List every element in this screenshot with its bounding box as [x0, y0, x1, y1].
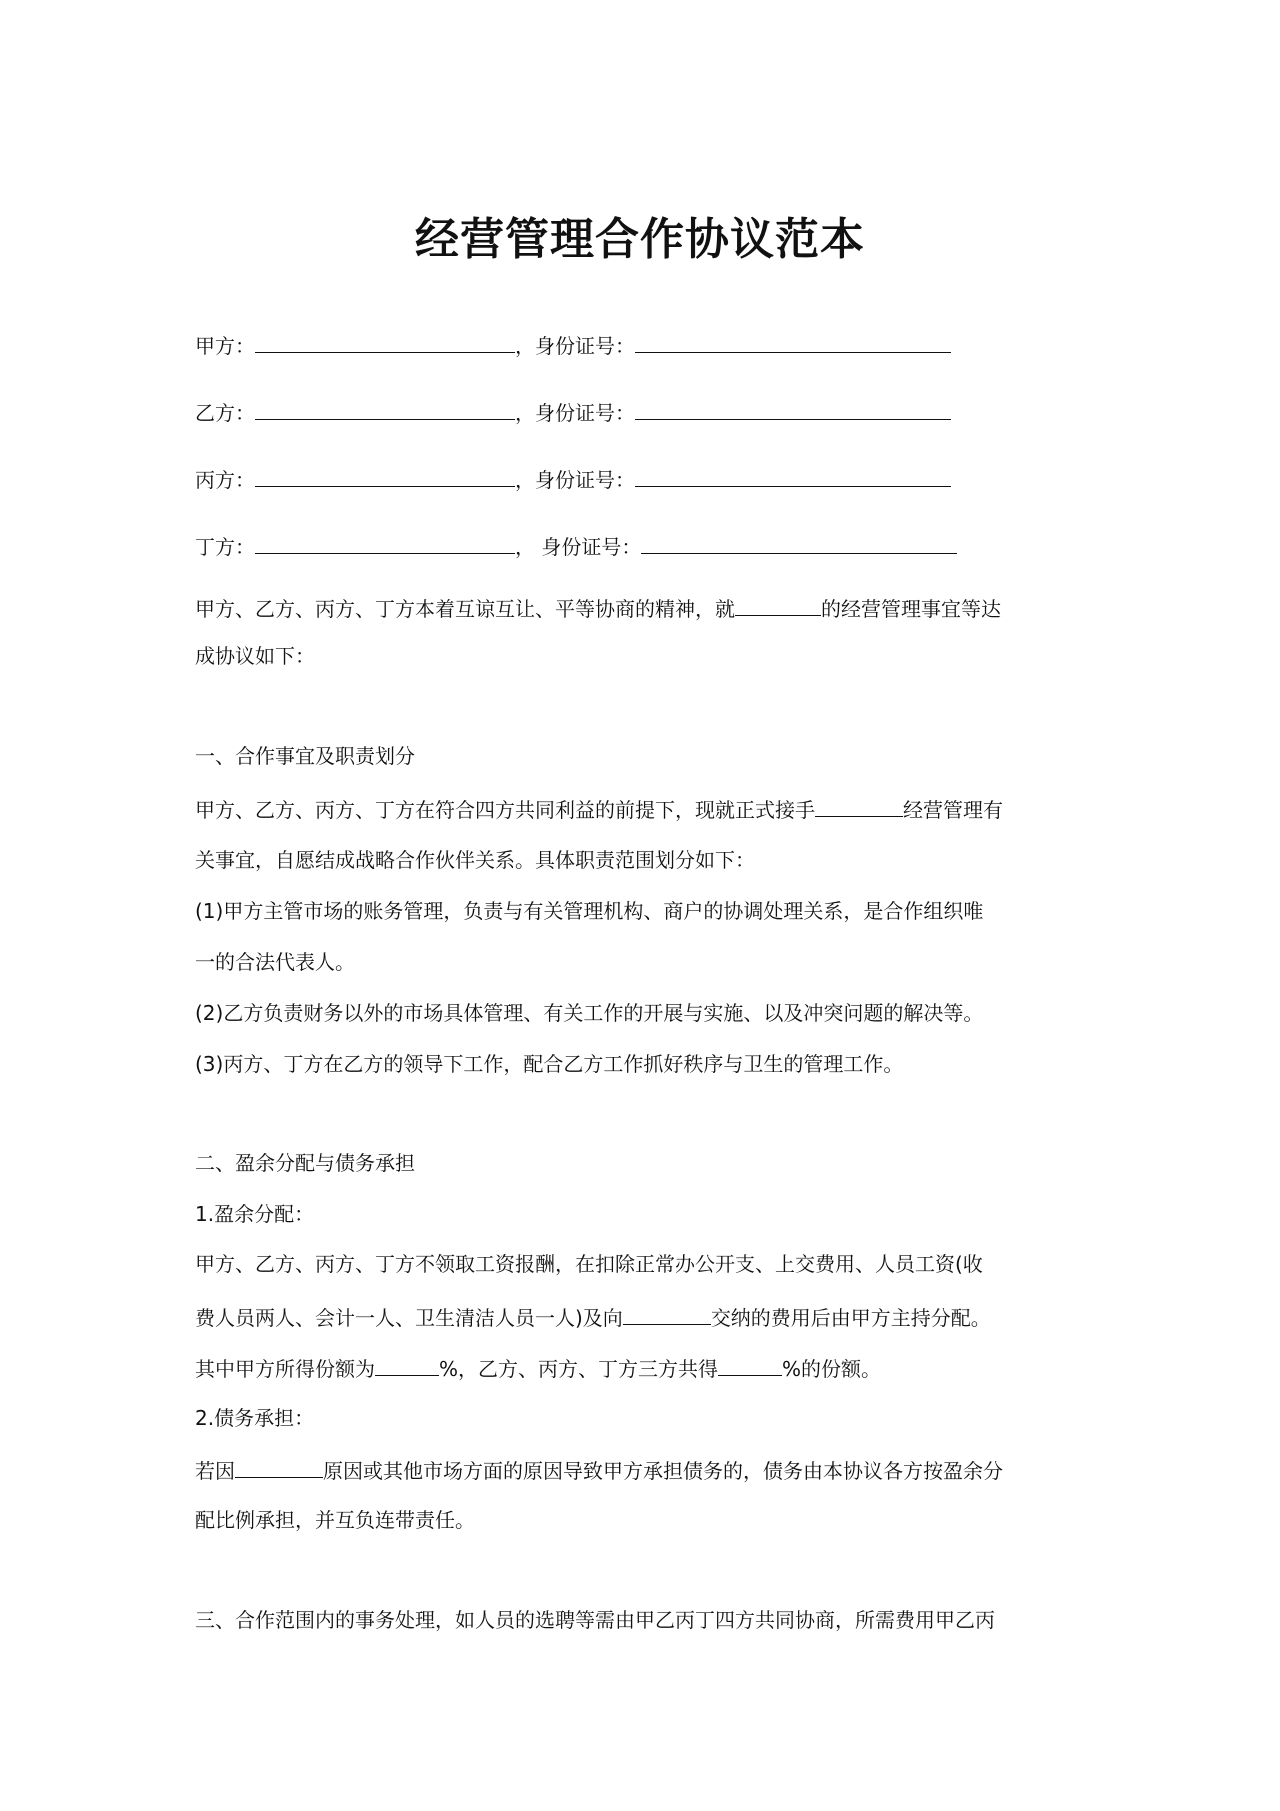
party-label: 丙方： [195, 468, 255, 492]
id-label: ， 身份证号： [515, 535, 642, 559]
section1-item-1-line-1: (1)甲方主管市场的账务管理，负责与有关管理机构、商户的协调处理关系，是合作组织唯 [195, 899, 984, 923]
section2-debt-line-1 [195, 1455, 1003, 1485]
section3-line-1: 三、合作范围内的事务处理，如人员的选聘等需由甲乙丙丁四方共同协商，所需费用甲乙丙 [195, 1608, 995, 1632]
id-blank-field[interactable] [641, 531, 957, 554]
section2-para-line-3 [195, 1353, 881, 1383]
section1-heading: 一、合作事宜及职责划分 [195, 744, 415, 768]
section2-sub-2: 2.债务承担： [195, 1406, 315, 1430]
para-text: 若因 [195, 1459, 235, 1483]
para-text: 其中甲方所得份额为 [195, 1357, 375, 1381]
name-blank-field[interactable] [255, 531, 515, 554]
id-blank-field[interactable] [635, 464, 951, 487]
para-text: 交纳的费用后由甲方主持分配。 [710, 1306, 991, 1330]
para-text: 费人员两人、会计一人、卫生清洁人员一人)及向 [195, 1306, 623, 1330]
id-label: ，身份证号： [515, 334, 635, 358]
id-blank-field[interactable] [635, 397, 951, 420]
section2-para-line-2 [195, 1302, 991, 1332]
section1-item-1-line-2: 一的合法代表人。 [195, 950, 355, 974]
market-blank-field[interactable] [815, 794, 903, 817]
section2-debt-line-2: 配比例承担，并互负连带责任。 [195, 1508, 475, 1532]
section1-item-3: (3)丙方、丁方在乙方的领导下工作，配合乙方工作抓好秩序与卫生的管理工作。 [195, 1052, 904, 1076]
party-line-jia [195, 330, 951, 360]
recipient-blank-field[interactable] [623, 1302, 711, 1325]
para-text: 原因或其他市场方面的原因导致甲方承担债务的，债务由本协议各方按盈余分 [323, 1459, 1003, 1483]
party-label: 丁方： [195, 535, 255, 559]
page-title: 经营管理合作协议范本 [415, 214, 865, 265]
id-label: ，身份证号： [515, 401, 635, 425]
para-text: %的份额。 [782, 1357, 882, 1381]
party-line-ding [195, 531, 957, 561]
section1-para-line-1 [195, 794, 1003, 824]
section2-heading: 二、盈余分配与债务承担 [195, 1151, 415, 1175]
section1-item-2: (2)乙方负责财务以外的市场具体管理、有关工作的开展与实施、以及冲突问题的解决等。 [195, 1001, 984, 1025]
party-line-bing [195, 464, 951, 494]
intro-text: 甲方、乙方、丙方、丁方本着互谅互让、平等协商的精神，就 [195, 597, 735, 621]
name-blank-field[interactable] [255, 330, 515, 353]
section1-para-line-2: 关事宜，自愿结成战略合作伙伴关系。具体职责范围划分如下： [195, 848, 755, 872]
share-a-blank-field[interactable] [375, 1353, 439, 1376]
share-bcd-blank-field[interactable] [718, 1353, 782, 1376]
para-text: %，乙方、丙方、丁方三方共得 [439, 1357, 719, 1381]
reason-blank-field[interactable] [235, 1455, 323, 1478]
para-text: 甲方、乙方、丙方、丁方在符合四方共同利益的前提下，现就正式接手 [195, 798, 815, 822]
party-label: 乙方： [195, 401, 255, 425]
section2-sub-1: 1.盈余分配： [195, 1202, 315, 1226]
intro-line-1 [195, 593, 1001, 623]
id-label: ，身份证号： [515, 468, 635, 492]
name-blank-field[interactable] [255, 464, 515, 487]
name-blank-field[interactable] [255, 397, 515, 420]
para-text: 经营管理有 [903, 798, 1003, 822]
section2-para-line-1: 甲方、乙方、丙方、丁方不领取工资报酬，在扣除正常办公开支、上交费用、人员工资(收 [195, 1252, 983, 1276]
party-label: 甲方： [195, 334, 255, 358]
intro-text: 的经营管理事宜等达 [821, 597, 1001, 621]
project-blank-field[interactable] [735, 593, 821, 616]
intro-line-2: 成协议如下： [195, 644, 315, 668]
id-blank-field[interactable] [635, 330, 951, 353]
party-line-yi [195, 397, 951, 427]
